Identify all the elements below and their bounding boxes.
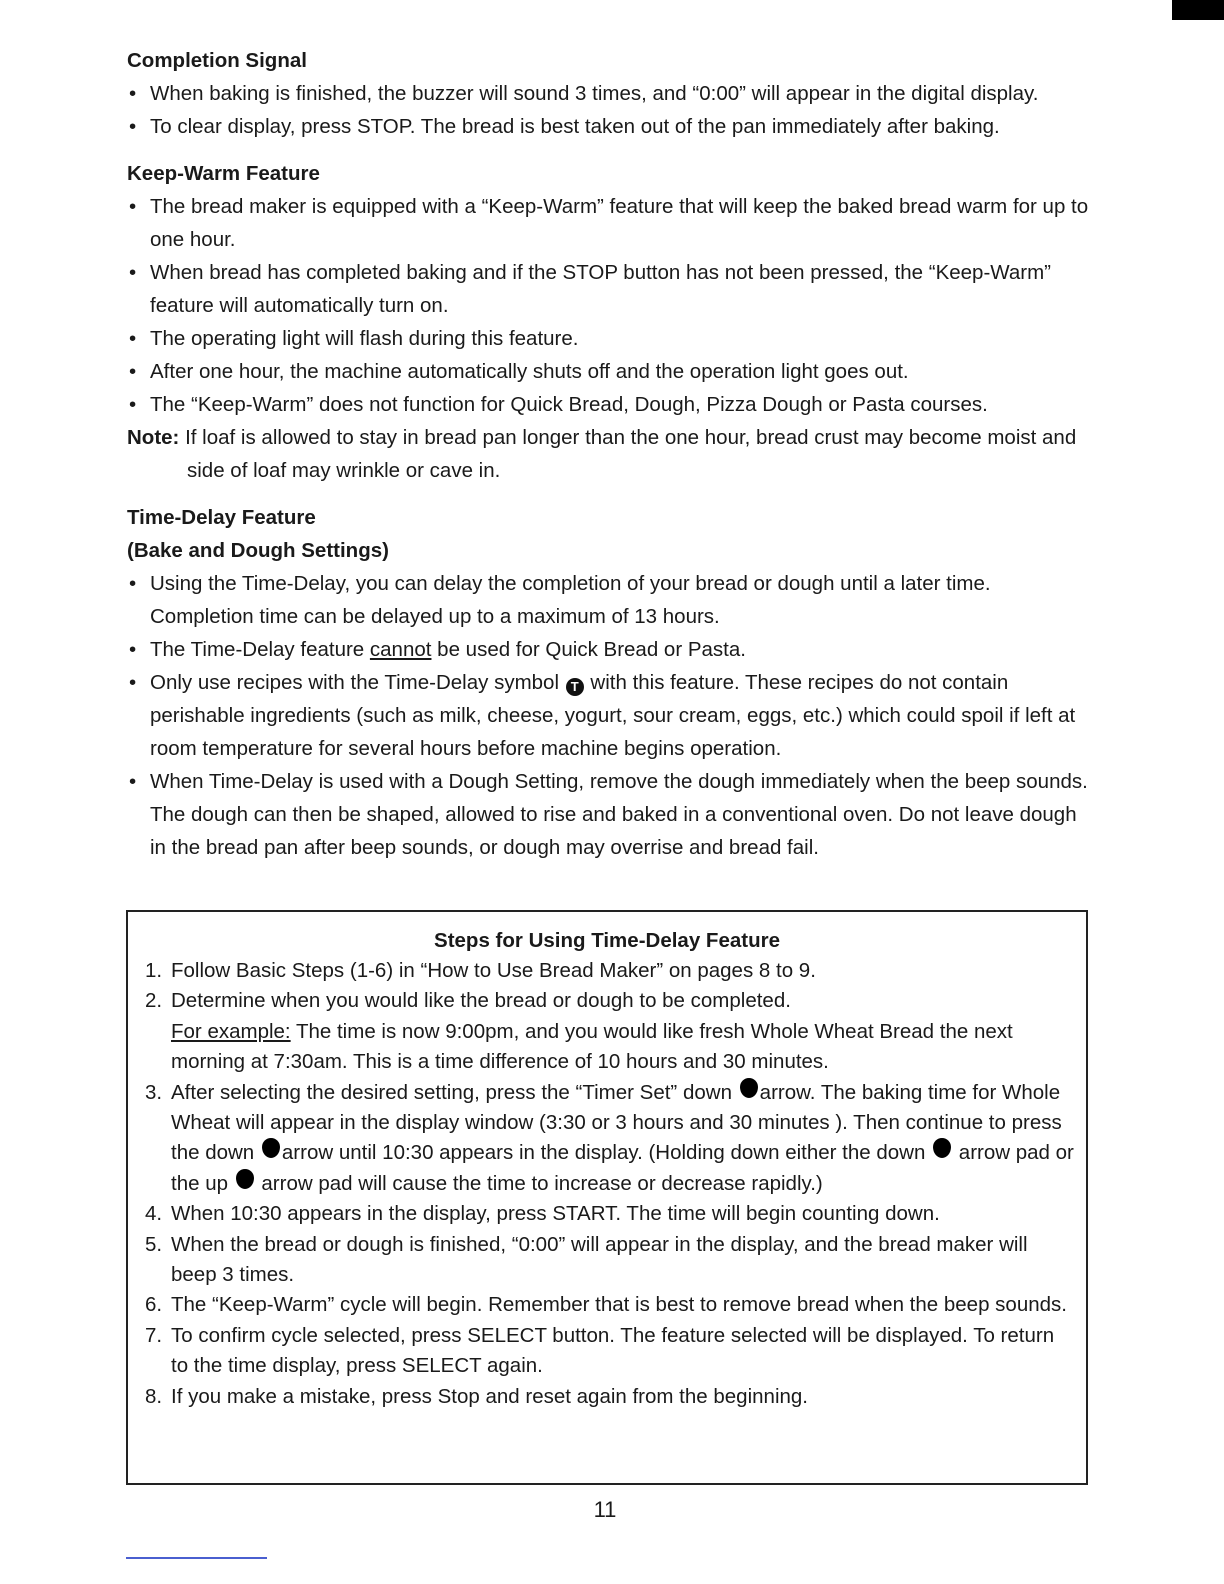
timedelay-heading: Time-Delay Feature <box>127 506 316 529</box>
steps-list <box>145 956 1075 1412</box>
down-arrow-icon <box>933 1138 951 1158</box>
down-arrow-icon <box>262 1138 280 1158</box>
page-content <box>127 44 1097 878</box>
down-arrow-icon <box>740 1078 758 1098</box>
keepwarm-bullet-5: • The “Keep-Warm” does not function for Quick Bread, Dough, Pizza Dough or Pasta courses. <box>129 393 988 416</box>
timedelay-bullet-2: • The Time-Delay feature cannot be used for Quick Bread or Pasta. <box>129 638 746 661</box>
completion-heading: Completion Signal <box>127 49 307 72</box>
timedelay-bullet-1: • Using the Time-Delay, you can delay the completion of your bread or dough until a later time. Completion time can be delayed up to a maximum of 13 hours. <box>129 572 991 628</box>
timedelay-bullet-3: • Only use recipes with the Time-Delay symbol T with this feature. These recipes do not contain perishable ingredients (such as milk, cheese, yogurt, sour cream, eggs, etc.) which could spoil if left at room temperature for several hours before machine begins operation. <box>129 671 1076 760</box>
steps-box-title: Steps for Using Time-Delay Feature <box>434 929 780 952</box>
completion-bullet-2: • To clear display, press STOP. The bread is best taken out of the pan immediately after baking. <box>129 115 1000 138</box>
example-label: For example: <box>171 1019 291 1043</box>
step-2: 2. Determine when you would like the bread or dough to be completed. For example: The time is now 9:00pm, and you would like fresh Whole Wheat Bread the next morning at 7:30am. This is a time difference of 10 hours and 30 minutes. <box>145 989 1013 1074</box>
timedelay-subheading: (Bake and Dough Settings) <box>127 539 389 562</box>
step-5: 5. When the bread or dough is finished, “0:00” will appear in the display, and the bread maker will beep 3 times. <box>145 1232 1028 1287</box>
timedelay-bullet-4: • When Time-Delay is used with a Dough Setting, remove the dough immediately when the beep sounds. The dough can then be shaped, allowed to rise and baked in a conventional oven. Do not leave dough in the bread pan after beep sounds, or dough may overrise and bread fail. <box>129 770 1088 859</box>
time-delay-symbol-icon: T <box>566 678 584 696</box>
step-3: 3. After selecting the desired setting, press the “Timer Set” down arrow. The baking time for Whole Wheat will appear in the display window (3:30 or 3 hours and 30 minutes ). Then continue to press the down arrow until 10:30 appears in the display. (Holding down either the down arrow pad or the up arrow pad will cause the time to increase or decrease rapidly.) <box>145 1078 1075 1200</box>
footer-line <box>126 1557 267 1559</box>
corner-mark <box>1172 0 1224 20</box>
note-label: Note: <box>127 426 180 449</box>
step-1: 1. Follow Basic Steps (1-6) in “How to Use Bread Maker” on pages 8 to 9. <box>145 959 816 982</box>
keepwarm-bullet-4: • After one hour, the machine automatically shuts off and the operation light goes out. <box>129 360 909 383</box>
completion-bullet-1: • When baking is finished, the buzzer will sound 3 times, and “0:00” will appear in the digital display. <box>129 82 1039 105</box>
step-8: 8. If you make a mistake, press Stop and reset again from the beginning. <box>145 1384 808 1408</box>
page-number: 11 <box>593 1497 617 1522</box>
keepwarm-heading: Keep-Warm Feature <box>127 162 320 185</box>
step-7: 7. To confirm cycle selected, press SELECT button. The feature selected will be displayed. To return to the time display, press SELECT again. <box>145 1323 1055 1378</box>
keepwarm-bullet-2: • When bread has completed baking and if the STOP button has not been pressed, the “Keep-Warm” feature will automatically turn on. <box>129 261 1052 317</box>
step-6: 6. The “Keep-Warm” cycle will begin. Remember that is best to remove bread when the beep sounds. <box>145 1293 1067 1317</box>
keepwarm-section <box>127 157 1097 487</box>
timedelay-section <box>127 501 1097 864</box>
keepwarm-bullet-3: • The operating light will flash during this feature. <box>129 327 579 350</box>
completion-section <box>127 44 1097 143</box>
step-4: 4. When 10:30 appears in the display, press START. The time will begin counting down. <box>145 1202 940 1226</box>
steps-box <box>126 910 1088 1485</box>
up-arrow-icon <box>236 1169 254 1189</box>
keepwarm-bullet-1: • The bread maker is equipped with a “Keep-Warm” feature that will keep the baked bread warm for up to one hour. <box>129 195 1089 251</box>
keepwarm-note: Note: If loaf is allowed to stay in bread pan longer than the one hour, bread crust may become moist and side of loaf may wrinkle or cave in. <box>127 426 1077 482</box>
